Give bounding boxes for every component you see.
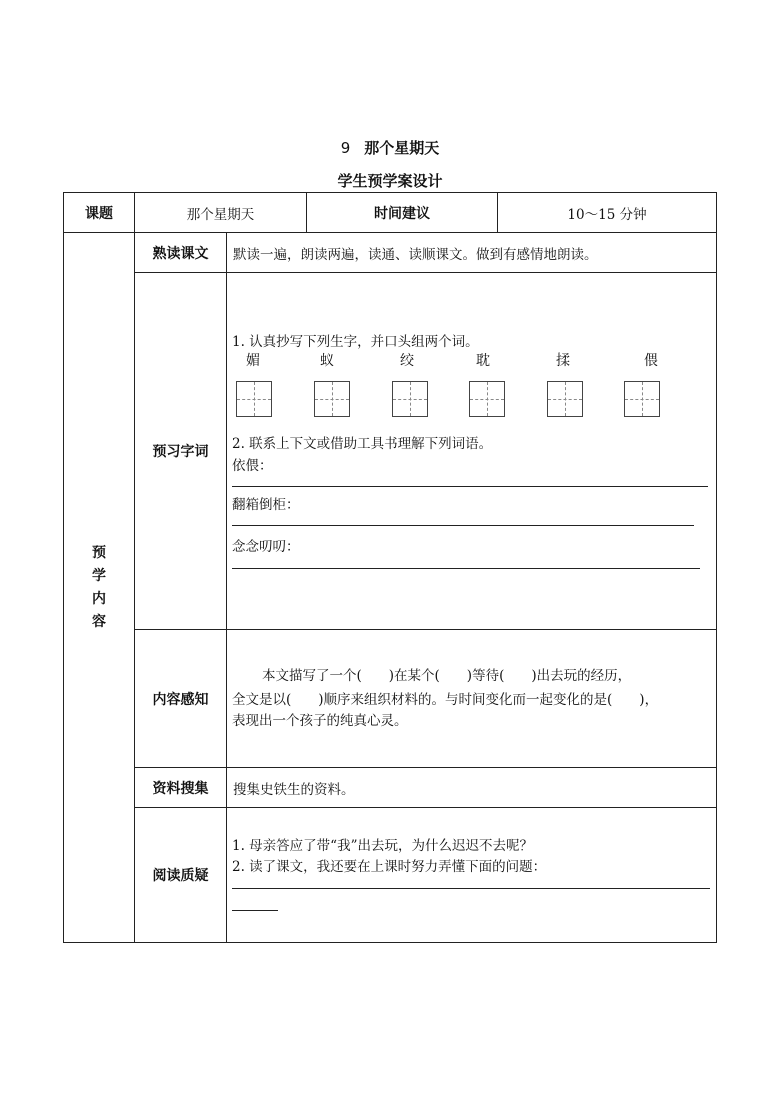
page-subtitle: 学生预学案设计 xyxy=(337,172,443,190)
term-1: 依偎： xyxy=(232,458,273,474)
writing-grid-1[interactable] xyxy=(236,381,272,417)
vocab-question-1: 1. 认真抄写下列生字，并口头组两个词。 xyxy=(232,334,479,350)
side-char: 容 xyxy=(92,613,106,630)
vocab-label: 预习字词 xyxy=(134,272,227,630)
writing-grid-4[interactable] xyxy=(469,381,505,417)
term-3: 念念叨叨： xyxy=(232,539,300,555)
char-5: 揉 xyxy=(556,353,570,369)
research-label: 资料搜集 xyxy=(134,767,227,808)
content-label: 内容感知 xyxy=(134,629,227,768)
time-value: 10～15 分钟 xyxy=(497,192,717,233)
topic-value: 那个星期天 xyxy=(134,192,307,233)
preview-side-label xyxy=(63,232,135,943)
lesson-title: 那个星期天 xyxy=(364,139,440,157)
content-line-3: 表现出一个孩子的纯真心灵。 xyxy=(232,713,408,729)
char-6: 偎 xyxy=(644,353,658,369)
research-text: 搜集史铁生的资料。 xyxy=(226,767,717,808)
writing-grid-5[interactable] xyxy=(547,381,583,417)
question-answer-line-2[interactable] xyxy=(232,910,278,911)
content-line-1: 本文描写了一个( )在某个( )等待( )出去玩的经历， xyxy=(262,668,632,684)
side-char: 学 xyxy=(92,567,106,584)
lesson-heading xyxy=(0,137,780,158)
side-char: 预 xyxy=(92,544,106,561)
answer-line-3[interactable] xyxy=(232,568,700,569)
char-3: 绞 xyxy=(400,353,414,369)
question-2: 2. 读了课文，我还要在上课时努力弄懂下面的问题： xyxy=(232,859,547,875)
topic-label: 课题 xyxy=(63,192,135,233)
char-2: 蚁 xyxy=(320,353,334,369)
char-1: 媚 xyxy=(246,353,260,369)
vocab-question-2: 2. 联系上下文或借助工具书理解下列词语。 xyxy=(232,436,493,452)
questions-label: 阅读质疑 xyxy=(134,807,227,943)
answer-line-2[interactable] xyxy=(232,525,694,526)
content-line-2: 全文是以( )顺序来组织材料的。与时间变化而一起变化的是( )， xyxy=(232,692,659,708)
question-answer-line-1[interactable] xyxy=(232,888,710,889)
side-char: 内 xyxy=(92,590,106,607)
lesson-number: 9 xyxy=(340,139,351,157)
reading-text: 默读一遍，朗读两遍，读通、读顺课文。做到有感情地朗读。 xyxy=(226,232,717,273)
question-1: 1. 母亲答应了带“我”出去玩，为什么迟迟不去呢？ xyxy=(232,838,533,854)
writing-grid-6[interactable] xyxy=(624,381,660,417)
term-2: 翻箱倒柜： xyxy=(232,497,300,513)
time-label: 时间建议 xyxy=(306,192,498,233)
answer-line-1[interactable] xyxy=(232,486,708,487)
writing-grid-3[interactable] xyxy=(392,381,428,417)
questions-section xyxy=(226,807,717,943)
reading-label: 熟读课文 xyxy=(134,232,227,273)
writing-grid-2[interactable] xyxy=(314,381,350,417)
char-4: 耽 xyxy=(476,353,490,369)
